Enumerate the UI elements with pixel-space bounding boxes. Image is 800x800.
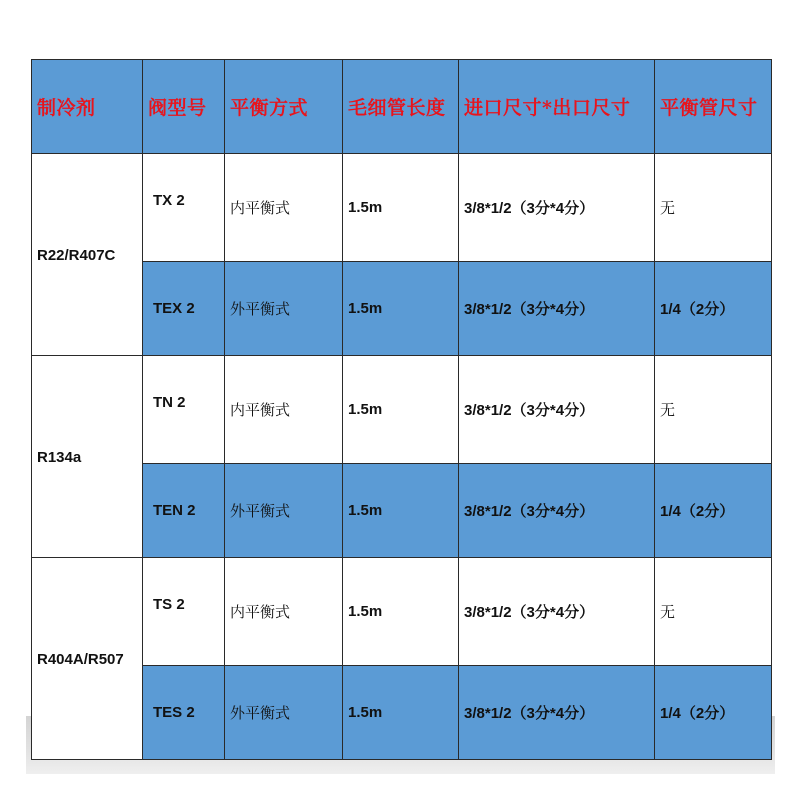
header-capillary-length: 毛细管长度 bbox=[343, 60, 459, 154]
header-valve-model: 阀型号 bbox=[143, 60, 225, 154]
balance-type-cell: 内平衡式 bbox=[225, 558, 343, 666]
capillary-cell: 1.5m bbox=[343, 558, 459, 666]
balance-pipe-cell: 无 bbox=[655, 356, 772, 464]
table-row bbox=[32, 666, 772, 760]
balance-type-cell: 外平衡式 bbox=[225, 464, 343, 558]
model-cell: TEX 2 bbox=[143, 262, 225, 356]
table-row bbox=[32, 154, 772, 262]
model-cell: TN 2 bbox=[143, 356, 225, 464]
header-balance-type: 平衡方式 bbox=[225, 60, 343, 154]
header-inlet-outlet-size: 进口尺寸*出口尺寸 bbox=[459, 60, 655, 154]
valve-spec-table bbox=[31, 59, 772, 760]
balance-pipe-cell: 1/4（2分） bbox=[655, 666, 772, 760]
balance-type-cell: 内平衡式 bbox=[225, 356, 343, 464]
balance-pipe-cell: 无 bbox=[655, 558, 772, 666]
size-cell: 3/8*1/2（3分*4分） bbox=[459, 666, 655, 760]
balance-type-cell: 内平衡式 bbox=[225, 154, 343, 262]
balance-type-cell: 外平衡式 bbox=[225, 262, 343, 356]
size-cell: 3/8*1/2（3分*4分） bbox=[459, 262, 655, 356]
size-cell: 3/8*1/2（3分*4分） bbox=[459, 558, 655, 666]
header-balance-pipe-size: 平衡管尺寸 bbox=[655, 60, 772, 154]
refrigerant-cell: R134a bbox=[32, 356, 143, 558]
size-cell: 3/8*1/2（3分*4分） bbox=[459, 356, 655, 464]
balance-pipe-cell: 无 bbox=[655, 154, 772, 262]
refrigerant-cell: R22/R407C bbox=[32, 154, 143, 356]
header-refrigerant: 制冷剂 bbox=[32, 60, 143, 154]
model-cell: TEN 2 bbox=[143, 464, 225, 558]
capillary-cell: 1.5m bbox=[343, 666, 459, 760]
model-cell: TES 2 bbox=[143, 666, 225, 760]
table-row bbox=[32, 558, 772, 666]
header-row bbox=[32, 60, 772, 154]
size-cell: 3/8*1/2（3分*4分） bbox=[459, 154, 655, 262]
balance-pipe-cell: 1/4（2分） bbox=[655, 262, 772, 356]
capillary-cell: 1.5m bbox=[343, 464, 459, 558]
table-row bbox=[32, 356, 772, 464]
balance-pipe-cell: 1/4（2分） bbox=[655, 464, 772, 558]
model-cell: TX 2 bbox=[143, 154, 225, 262]
capillary-cell: 1.5m bbox=[343, 356, 459, 464]
model-cell: TS 2 bbox=[143, 558, 225, 666]
size-cell: 3/8*1/2（3分*4分） bbox=[459, 464, 655, 558]
table-row bbox=[32, 464, 772, 558]
balance-type-cell: 外平衡式 bbox=[225, 666, 343, 760]
capillary-cell: 1.5m bbox=[343, 262, 459, 356]
refrigerant-cell: R404A/R507 bbox=[32, 558, 143, 760]
capillary-cell: 1.5m bbox=[343, 154, 459, 262]
table-row bbox=[32, 262, 772, 356]
